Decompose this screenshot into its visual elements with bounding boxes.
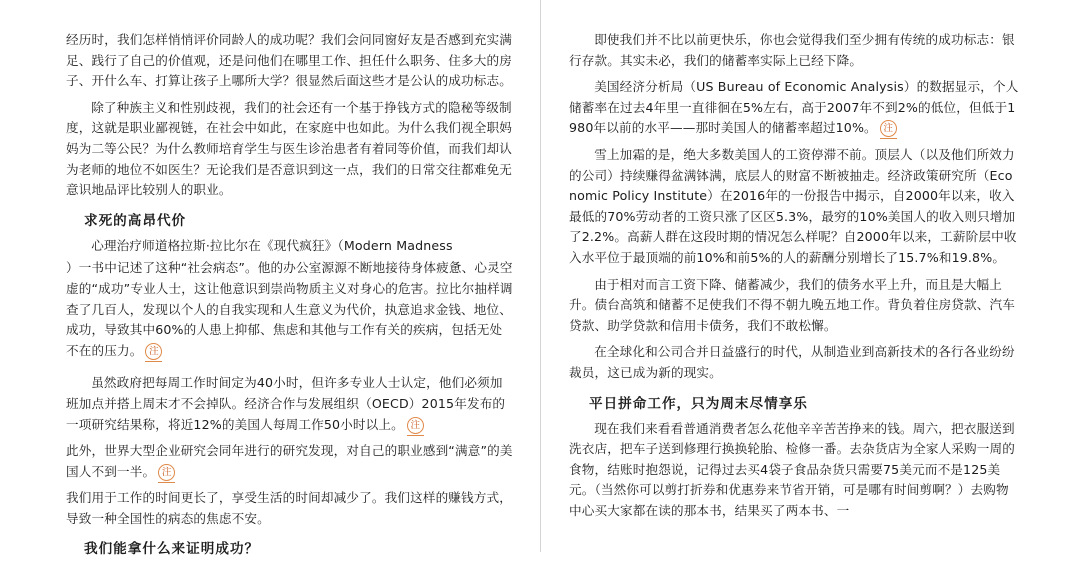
right-text-column — [569, 30, 1019, 527]
right-paragraph-2 — [569, 77, 1019, 139]
right-paragraph-6: 现在我们来看看普通消费者怎么花他辛辛苦苦挣来的钱。周六，把衣服送到洗衣店，把车子送到修理行换换轮胎、检修一番。去杂货店为全家人采购一周的食物，结账时抱怨说，记得过去买4袋子食品杂货只需要75美元而不是125美元。（当然你可以剪打折券和优惠券来节省开销，可是哪有时间剪啊？）去购物中心买大家都在读的那本书，结果买了两本书、一 — [569, 420, 1016, 518]
left-paragraph-2: 除了种族主义和性别歧视，我们的社会还有一个基于挣钱方式的隐秘等级制度，这就是职业鄙视链，在社会中如此，在家庭中也如此。为什么我们视全职妈妈为二等公民？为什么教师培育学生与医生诊治患者有着同等价值，而我们却认为老师的地位不如医生？无论我们是否意识到这一点，我们的日常交往都难免无意识地品评比较别人的职业。 — [66, 99, 513, 198]
annotation-icon[interactable]: 注 — [158, 464, 175, 481]
left-paragraph-5-text: 此外，世界大型企业研究会同年进行的研究发现，对自己的职业感到“满意”的美国人不到一半。 — [66, 443, 513, 479]
annotation-icon[interactable]: 注 — [145, 343, 162, 360]
left-paragraph-3a: 心理治疗师道格拉斯·拉比尔在《现代疯狂》（Modern Madness — [91, 237, 453, 253]
left-paragraph-4-text: 虽然政府把每周工作时间定为40小时，但许多专业人士认定，他们必须加班加点并搭上周末才不会掉队。经济合作与发展组织（OECD）2015年发布的一项研究结果称，将近12%的美国人每周工作50小时以上。 — [66, 375, 506, 432]
right-paragraph-3: 雪上加霜的是，绝大多数美国人的工资停滞不前。顶层人（以及他们所效力的公司）持续赚得盆满钵满，底层人的财富不断被抽走。经济政策研究所（Economic Policy Institute）在2016年的一份报告中揭示，自2000年以来，收入最低的70%劳动者的工资只涨了区区5.3%，最穷的10%美国人的收入则只增加了2.2%。高薪人群在这段时期的情况怎么样呢？自2000年以来，工薪阶层中收入水平位于最顶端的前10%和前5%的人的薪酬分别增长了15.7%和19.8%。 — [569, 146, 1017, 265]
left-text-column — [66, 30, 514, 564]
right-paragraph-4: 由于相对而言工资下降、储蓄减少，我们的债务水平上升，而且是大幅上升。债台高筑和储蓄不足使我们不得不朝九晚五地工作。背负着住房贷款、汽车贷款、助学贷款和信用卡债务，我们不敢松懈。 — [569, 276, 1016, 333]
annotation-icon[interactable]: 注 — [407, 417, 424, 434]
right-page — [541, 0, 1080, 552]
right-paragraph-5: 在全球化和公司合并日益盛行的时代，从制造业到高新技术的各行各业纷纷裁员，这已成为新的现实。 — [569, 344, 1015, 380]
right-paragraph-2-text: 美国经济分析局（US Bureau of Economic Analysis）的数据显示，个人储蓄率在过去4年里一直徘徊在5%左右，高于2007年不到2%的低位，但低于1980年以前的水平——那时美国人的储蓄率超过10%。 — [569, 79, 1019, 136]
left-paragraph-3b-text: ）一书中记述了这种“社会病态”。他的办公室源源不断地接待身体疲惫、心灵空虚的“成功”专业人士，这让他意识到崇尚物质主义对身心的危害。拉比尔抽样调查了几百人，发现以个人的自我实现和人生意义为代价，执意追求金钱、地位、成功，导致其中60%的人患上抑郁、焦虑和其他与工作有关的疾病，包括无处不在的压力。 — [66, 260, 513, 358]
left-paragraph-1: 经历时，我们怎样悄悄评价同龄人的成功呢？我们会问同窗好友是否感到充实满足、践行了自己的价值观，还是问他们在哪里工作、担任什么职务、住多大的房子、开什么车、打算让孩子上哪所大学？很显然后面这些才是公认的成功标志。 — [66, 32, 513, 89]
left-paragraph-3b — [66, 258, 514, 361]
section-heading-weekend-fun: 平日拼命工作，只为周末尽情享乐 — [589, 395, 808, 412]
left-paragraph-6: 我们用于工作的时间更长了，享受生活的时间却减少了。我们这样的赚钱方式，导致一种全国性的病态的焦虑不安。 — [66, 490, 513, 526]
annotation-icon[interactable]: 注 — [880, 120, 897, 137]
left-page — [0, 0, 540, 558]
section-heading-cost-of-dying: 求死的高昂代价 — [84, 212, 187, 229]
right-paragraph-1: 即使我们并不比以前更快乐，你也会觉得我们至少拥有传统的成功标志：银行存款。其实未必，我们的储蓄率实际上已经下降。 — [569, 32, 1015, 68]
section-heading-proof-of-success: 我们能拿什么来证明成功？ — [84, 541, 260, 558]
left-paragraph-4 — [66, 373, 514, 435]
left-paragraph-5 — [66, 441, 514, 482]
